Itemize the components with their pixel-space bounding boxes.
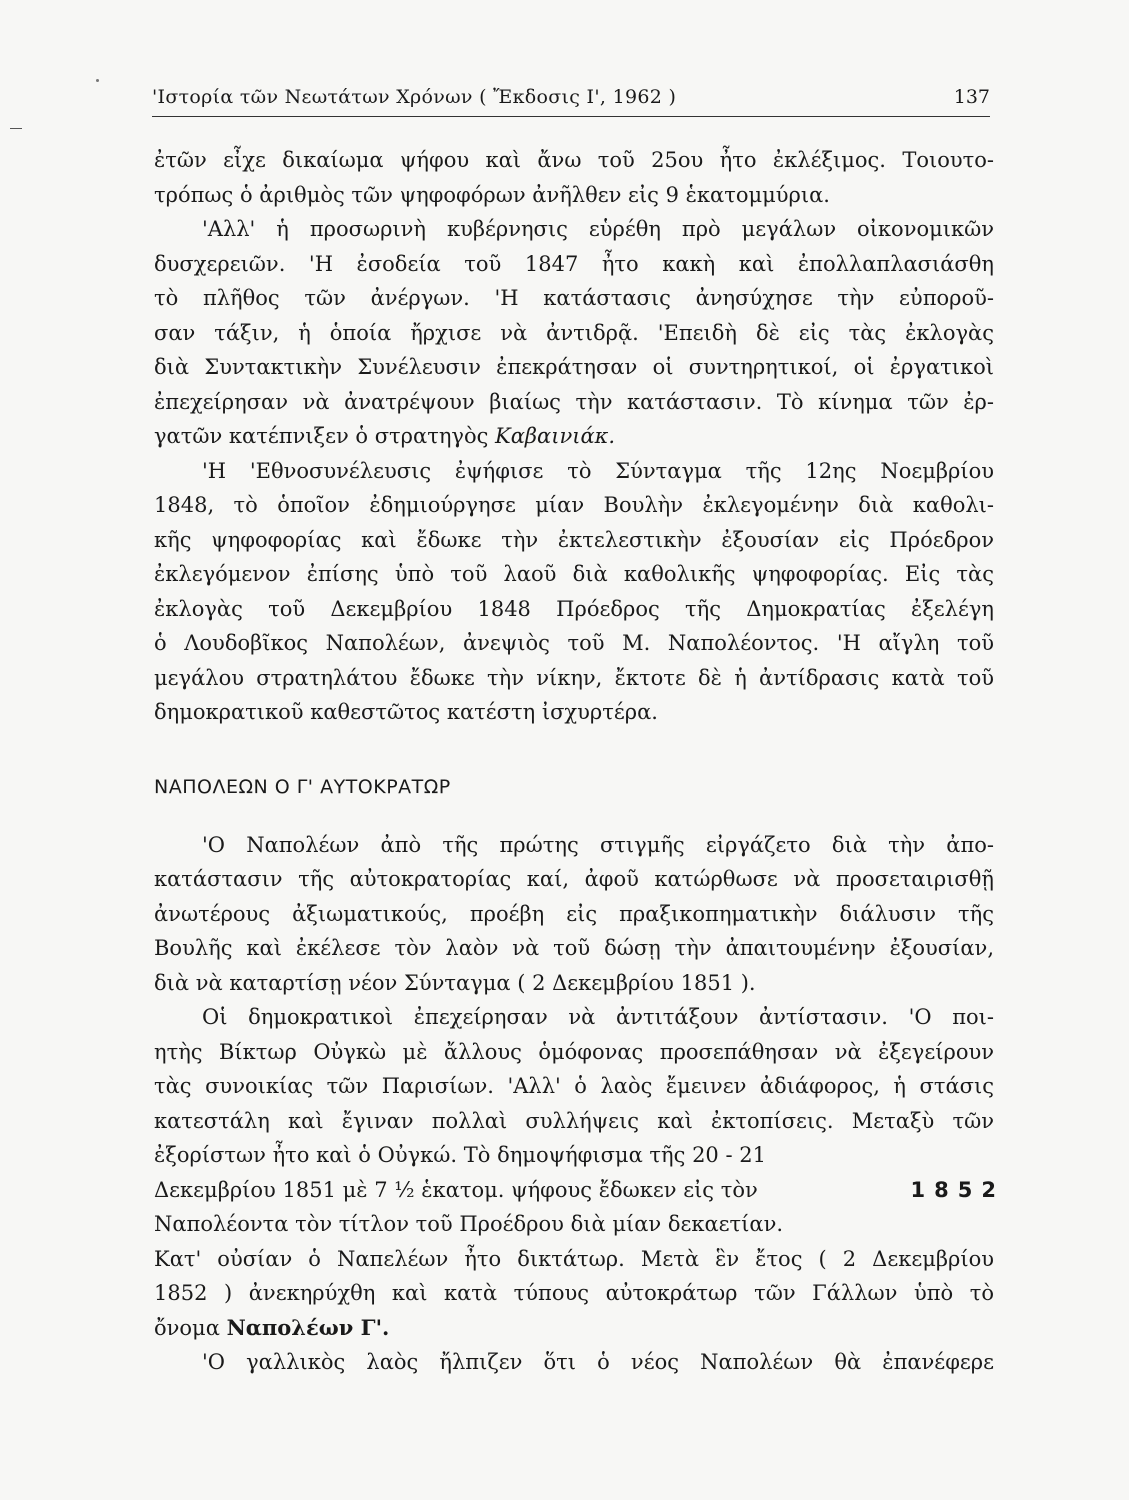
general-name: Καβαινιάκ.: [495, 424, 616, 448]
text-line: κατεστάλη καὶ ἔγιναν πολλαὶ συλλήψεις καὶ ἐκτοπίσεις. Μεταξὺ τῶν: [154, 1108, 994, 1133]
text-line: ἐπεχείρησαν νὰ ἀνατρέψουν βιαίως τὴν κατάστασιν. Τὸ κίνημα τῶν ἐρ-: [154, 389, 994, 414]
margin-year: 1852: [910, 1177, 1005, 1202]
text-line: ητὴς Βίκτωρ Οὐγκὼ μὲ ἄλλους ὁμόφονας προσεπάθησαν νὰ ἐξεγείρουν: [154, 1039, 994, 1064]
section-gap: [154, 730, 994, 770]
text-line: Οἱ δημοκρατικοὶ ἐπεχείρησαν νὰ ἀντιτάξουν ἀντίστασιν. 'Ο ποι-: [202, 1005, 994, 1029]
text-line: κατάστασιν τῆς αὐτοκρατορίας καί, ἀφοῦ κατώρθωσε νὰ προσεταιρισθῇ: [154, 867, 994, 891]
page-number: 137: [953, 86, 990, 108]
text-line: Βουλῆς καὶ ἐκέλεσε τὸν λαὸν νὰ τοῦ δώσῃ τὴν ἀπαιτουμένην ἐξουσίαν,: [154, 936, 994, 960]
page-body: [154, 143, 1005, 1380]
running-title: 'Ιστορία τῶν Νεωτάτων Χρόνων ( Ἔκδοσις Ι', 1962 ): [152, 86, 677, 108]
text-fragment: ὄνομα: [154, 1315, 227, 1340]
scan-speck: [96, 79, 99, 82]
text-line: ἐτῶν εἶχε δικαίωμα ψήφου καὶ ἄνω τοῦ 25ου ἦτο ἐκλέξιμος. Τοιουτο-: [154, 148, 994, 172]
text-line: [154, 1173, 1005, 1208]
text-line: 'Ο γαλλικὸς λαὸς ἤλπιζεν ὅτι ὁ νέος Ναπολέων θὰ ἐπανέφερε: [202, 1350, 994, 1374]
text-line: Ναπολέοντα τὸν τίτλον τοῦ Προέδρου διὰ μίαν δεκαετίαν.: [154, 1212, 784, 1236]
text-line: ἐκλογὰς τοῦ Δεκεμβρίου 1848 Πρόεδρος τῆς Δημοκρατίας ἐξελέγη: [154, 596, 994, 621]
text-line: Κατ' οὐσίαν ὁ Ναπελέων ἦτο δικτάτωρ. Μετὰ ἓν ἔτος ( 2 Δεκεμβρίου: [154, 1246, 994, 1271]
text-line: ἐκλεγόμενον ἐπίσης ὑπὸ τοῦ λαοῦ διὰ καθολικῆς ψηφοφορίας. Εἰς τὰς: [154, 562, 994, 586]
text-line: κῆς ψηφοφορίας καὶ ἔδωκε τὴν ἐκτελεστικὴν ἐξουσίαν εἰς Πρόεδρον: [154, 527, 994, 552]
text-fragment: Δεκεμβρίου 1851 μὲ 7 ½ ἑκατομ. ψήφους ἔδωκεν εἰς τὸν: [154, 1177, 758, 1202]
margin-tick: [10, 128, 22, 129]
text-line: διὰ Συντακτικὴν Συνέλευσιν ἐπεκράτησαν οἱ συντηρητικοί, οἱ ἐργατικοὶ: [154, 355, 994, 379]
text-line: 1852 ) ἀνεκηρύχθη καὶ κατὰ τύπους αὐτοκράτωρ τῶν Γάλλων ὑπὸ τὸ: [154, 1281, 994, 1305]
text-line: [154, 419, 994, 454]
text-line: 1848, τὸ ὁποῖον ἐδημιούργησε μίαν Βουλὴν ἐκλεγομένην διὰ καθολι-: [154, 493, 994, 517]
page-header: [152, 84, 990, 117]
text-line: 'Αλλ' ἡ προσωρινὴ κυβέρνησις εὑρέθη πρὸ μεγάλων οἰκονομικῶν: [202, 217, 994, 241]
text-line: 'Η 'Εθνοσυνέλευσις ἐψήφισε τὸ Σύνταγμα τῆς 12ης Νοεμβρίου: [202, 458, 994, 483]
text-line: τὰς συνοικίας τῶν Παρισίων. 'Αλλ' ὁ λαὸς ἔμεινεν ἀδιάφορος, ἡ στάσις: [154, 1074, 994, 1098]
text-line: δημοκρατικοῦ καθεστῶτος κατέστη ἰσχυρτέρα.: [154, 700, 658, 724]
emperor-name: Ναπολέων Γ'.: [226, 1314, 390, 1340]
section-heading: ΝΑΠΟΛΕΩΝ Ο Γ' ΑΥΤΟΚΡΑΤΩΡ: [154, 775, 451, 798]
text-line: διὰ νὰ καταρτίσῃ νέον Σύνταγμα ( 2 Δεκεμβρίου 1851 ).: [154, 970, 756, 995]
text-line: ἀνωτέρους ἀξιωματικούς, προέβη εἰς πραξικοπηματικὴν διάλυσιν τῆς: [154, 901, 994, 926]
text-line: τρόπως ὁ ἀριθμὸς τῶν ψηφοφόρων ἀνῆλθεν εἰς 9 ἑκατομμύρια.: [154, 182, 830, 207]
text-line: σαν τάξιν, ἡ ὁποία ἤρχισε νὰ ἀντιδρᾷ. 'Επειδὴ δὲ εἰς τὰς ἐκλογὰς: [154, 320, 994, 345]
text-line: μεγάλου στρατηλάτου ἔδωκε τὴν νίκην, ἔκτοτε δὲ ἡ ἀντίδρασις κατὰ τοῦ: [154, 665, 994, 690]
text-fragment: γατῶν κατέπνιξεν ὁ στρατηγὸς: [154, 424, 496, 448]
text-line: [154, 1311, 994, 1346]
heading-gap: [154, 804, 994, 828]
text-line: ἐξορίστων ἦτο καὶ ὁ Οὐγκώ. Τὸ δημοψήφισμα τῆς 20 - 21: [154, 1143, 766, 1167]
text-line: 'Ο Ναπολέων ἀπὸ τῆς πρώτης στιγμῆς εἰργάζετο διὰ τὴν ἀπο-: [202, 832, 994, 857]
text-line: δυσχερειῶν. 'Η ἐσοδεία τοῦ 1847 ἦτο κακὴ καὶ ἐπολλαπλασιάσθη: [154, 251, 994, 276]
text-line: ὁ Λουδοβῖκος Ναπολέων, ἀνεψιὸς τοῦ Μ. Ναπολέοντος. 'Η αἴγλη τοῦ: [154, 631, 994, 655]
text-line: τὸ πλῆθος τῶν ἀνέργων. 'Η κατάστασις ἀνησύχησε τὴν εὐποροῦ-: [154, 286, 994, 310]
